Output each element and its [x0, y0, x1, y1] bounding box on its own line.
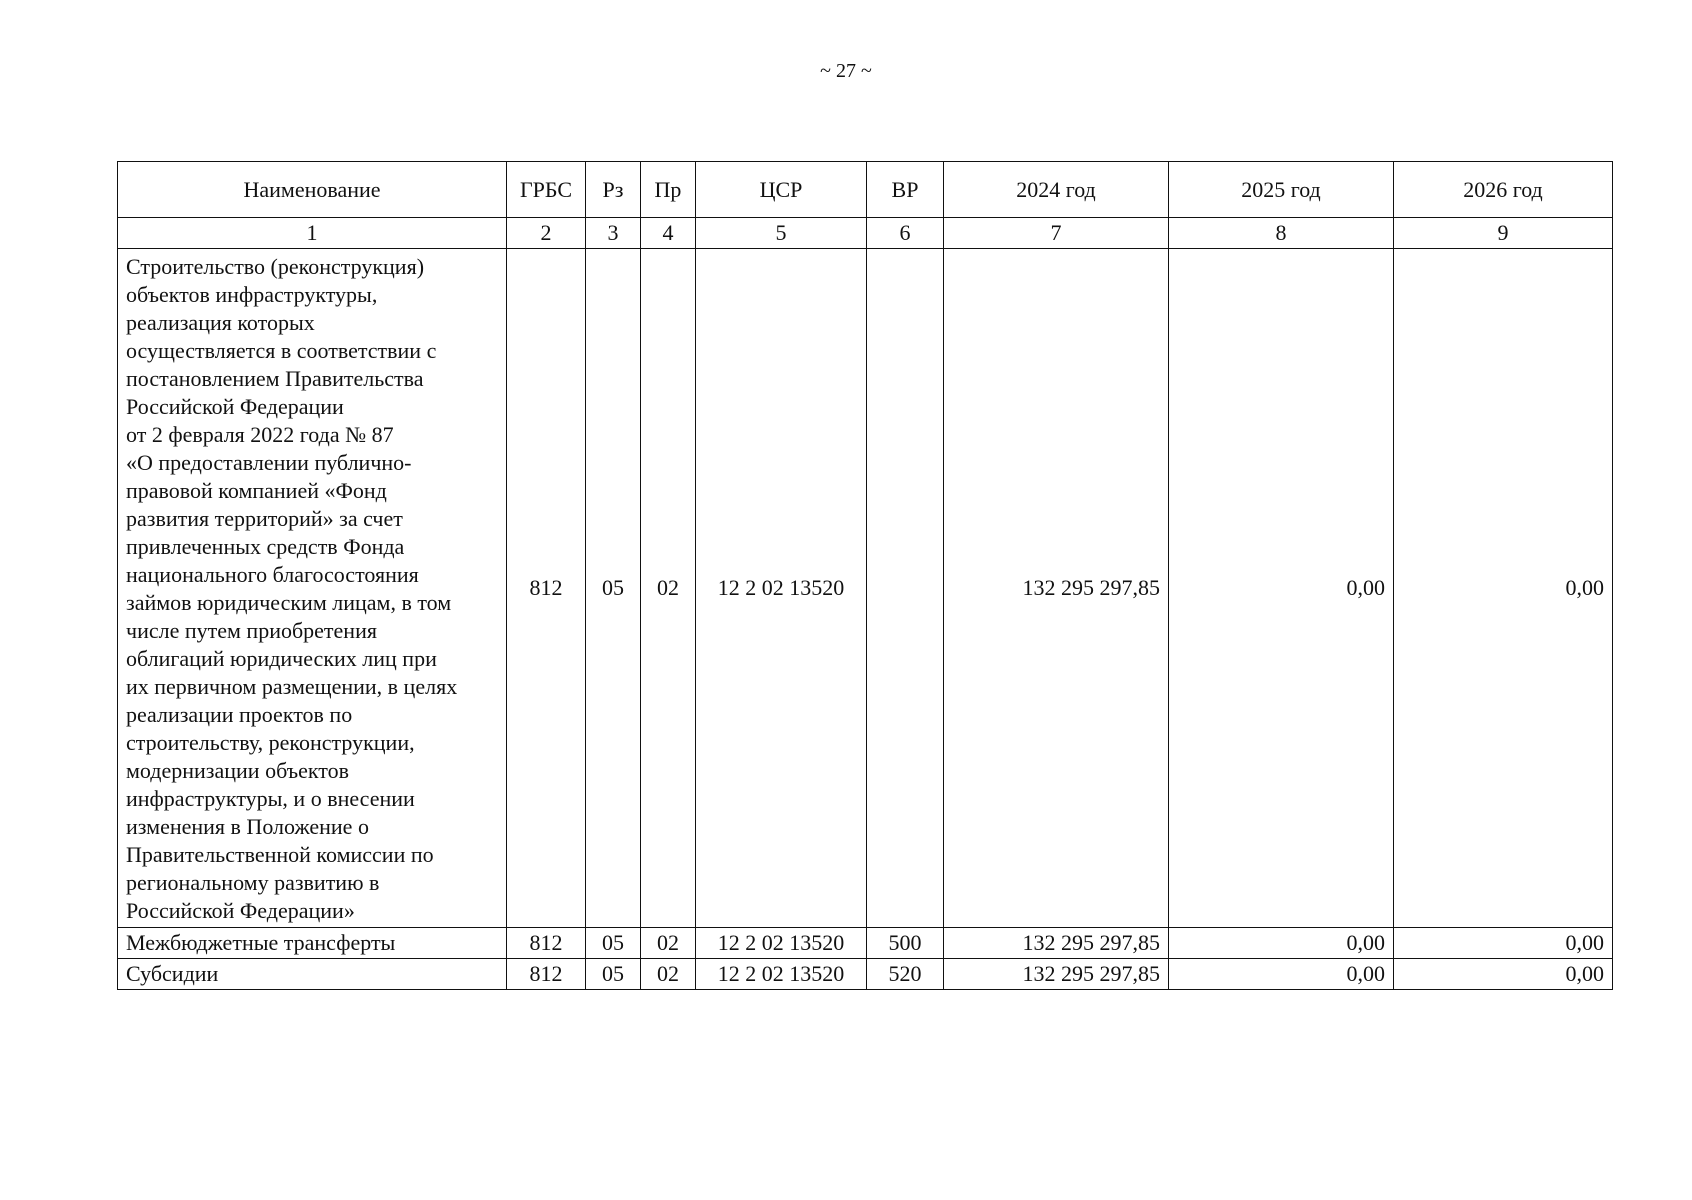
budget-table	[117, 161, 1613, 990]
name-line: объектов инфраструктуры,	[126, 282, 378, 307]
header-pr: Пр	[641, 162, 696, 218]
column-number: 9	[1394, 218, 1613, 249]
table-row	[118, 959, 1613, 990]
cell-2024: 132 295 297,85	[944, 959, 1169, 990]
column-number: 7	[944, 218, 1169, 249]
name-line: их первичном размещении, в целях	[126, 674, 458, 699]
cell-grbs: 812	[507, 959, 586, 990]
cell-2026: 0,00	[1394, 249, 1613, 928]
name-line: правовой компанией «Фонд	[126, 478, 387, 503]
name-line: модернизации объектов	[126, 758, 349, 783]
table-row	[118, 928, 1613, 959]
cell-vr	[867, 249, 944, 928]
cell-pr: 02	[641, 249, 696, 928]
header-grbs: ГРБС	[507, 162, 586, 218]
cell-csr: 12 2 02 13520	[696, 928, 867, 959]
column-number-row	[118, 218, 1613, 249]
cell-vr: 520	[867, 959, 944, 990]
name-line: развития территорий» за счет	[126, 506, 403, 531]
name-line: привлеченных средств Фонда	[126, 534, 405, 559]
cell-grbs: 812	[507, 928, 586, 959]
cell-2026: 0,00	[1394, 928, 1613, 959]
cell-vr: 500	[867, 928, 944, 959]
cell-rz: 05	[586, 928, 641, 959]
cell-pr: 02	[641, 959, 696, 990]
name-line: региональному развитию в	[126, 870, 380, 895]
name-line: «О предоставлении публично-	[126, 450, 412, 475]
cell-2026: 0,00	[1394, 959, 1613, 990]
name-line: Российской Федерации»	[126, 898, 355, 923]
header-name: Наименование	[118, 162, 507, 218]
column-number: 2	[507, 218, 586, 249]
header-2026: 2026 год	[1394, 162, 1613, 218]
header-row	[118, 162, 1613, 218]
row-name: Межбюджетные трансферты	[118, 928, 507, 959]
cell-rz: 05	[586, 249, 641, 928]
name-line: займов юридическим лицам, в том	[126, 590, 452, 615]
name-line: инфраструктуры, и о внесении	[126, 786, 415, 811]
cell-rz: 05	[586, 959, 641, 990]
row-name: Субсидии	[118, 959, 507, 990]
column-number: 1	[118, 218, 507, 249]
cell-grbs: 812	[507, 249, 586, 928]
cell-2024: 132 295 297,85	[944, 928, 1169, 959]
column-number: 4	[641, 218, 696, 249]
name-line: строительству, реконструкции,	[126, 730, 415, 755]
name-line: постановлением Правительства	[126, 366, 424, 391]
column-number: 3	[586, 218, 641, 249]
cell-csr: 12 2 02 13520	[696, 959, 867, 990]
column-number: 6	[867, 218, 944, 249]
cell-2025: 0,00	[1169, 249, 1394, 928]
row-name	[118, 249, 507, 928]
name-line: реализации проектов по	[126, 702, 353, 727]
name-line: национального благосостояния	[126, 562, 419, 587]
column-number: 8	[1169, 218, 1394, 249]
cell-2025: 0,00	[1169, 928, 1394, 959]
cell-csr: 12 2 02 13520	[696, 249, 867, 928]
header-csr: ЦСР	[696, 162, 867, 218]
name-line: Правительственной комиссии по	[126, 842, 434, 867]
header-rz: Рз	[586, 162, 641, 218]
cell-pr: 02	[641, 928, 696, 959]
header-2024: 2024 год	[944, 162, 1169, 218]
table-row	[118, 249, 1613, 928]
page-number: ~ 27 ~	[820, 60, 872, 82]
column-number: 5	[696, 218, 867, 249]
name-line: реализация которых	[126, 310, 315, 335]
name-line: числе путем приобретения	[126, 618, 377, 643]
cell-2024: 132 295 297,85	[944, 249, 1169, 928]
name-line: Строительство (реконструкция)	[126, 254, 425, 279]
name-line: изменения в Положение о	[126, 814, 369, 839]
name-line: от 2 февраля 2022 года № 87	[126, 422, 394, 447]
cell-2025: 0,00	[1169, 959, 1394, 990]
name-line: Российской Федерации	[126, 394, 344, 419]
name-line: облигаций юридических лиц при	[126, 646, 437, 671]
header-vr: ВР	[867, 162, 944, 218]
header-2025: 2025 год	[1169, 162, 1394, 218]
name-line: осуществляется в соответствии с	[126, 338, 437, 363]
